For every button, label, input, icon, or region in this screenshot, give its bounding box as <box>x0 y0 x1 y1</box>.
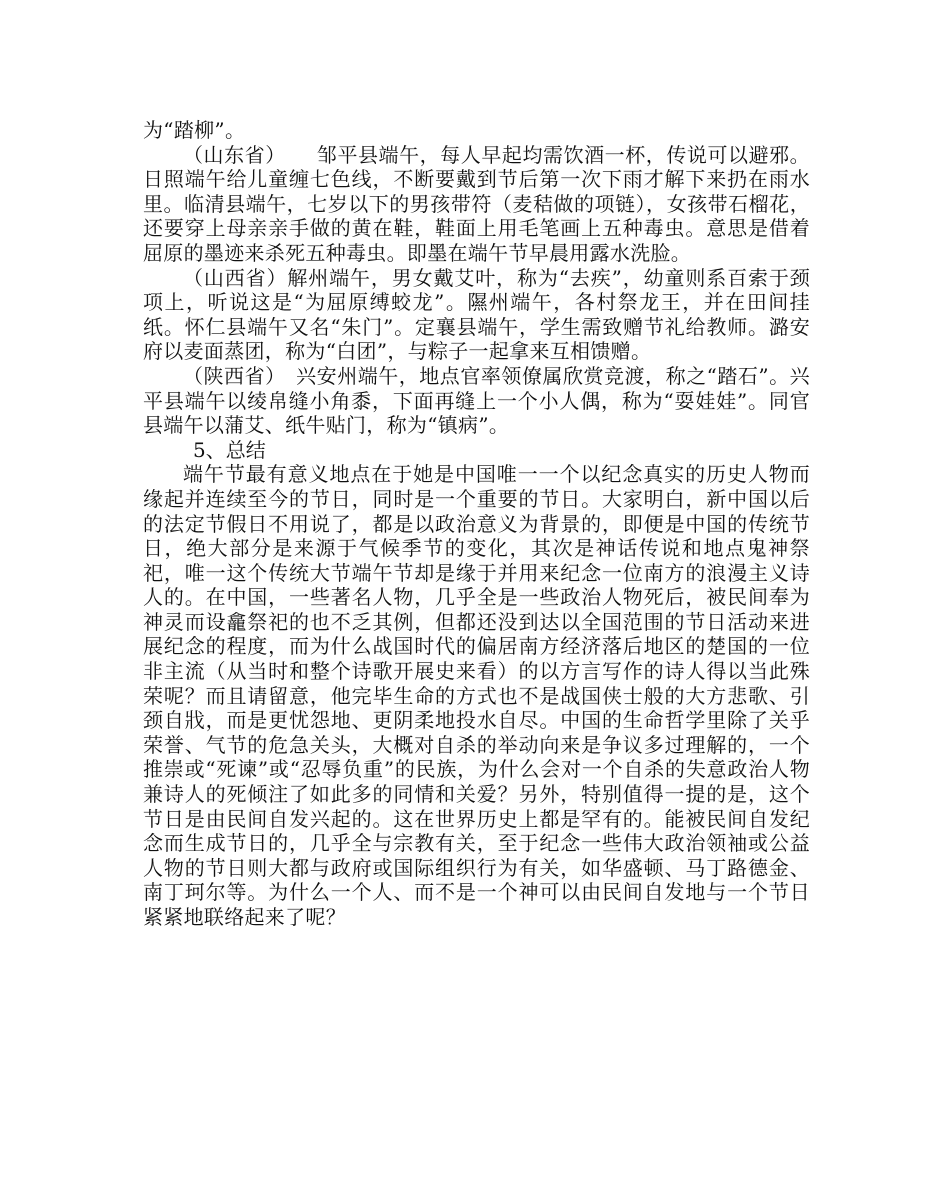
section-heading: 5、总结 <box>193 437 266 462</box>
shaanxi-paragraph: （陕西省） 兴安州端午，地点官率领僚属欣赏竞渡，称之“踏石”。兴平县端午以绫帛缝小角黍，下面再缝上一个小人偶，称为“耍娃娃”。同官县端午以蒲艾、纸牛贴门，称为“镇病”。 <box>143 363 810 438</box>
shanxi-paragraph: （山西省）解州端午，男女戴艾叶，称为“去疾”，幼童则系百索于颈项上，听说这是“为屈原缚蛟龙”。隰州端午，各村祭龙王，并在田间挂纸。怀仁县端午又名“朱门”。定襄县端午，学生需致赠节礼给教师。潞安府以麦面蒸团，称为“白团”，与粽子一起拿来互相馈赠。 <box>143 265 810 364</box>
continuation-line: 为“踏柳”。 <box>143 118 246 142</box>
shandong-paragraph: （山东省） 邹平县端午，每人早起均需饮酒一杯，传说可以避邪。日照端午给儿童缠七色线，不断要戴到节后第一次下雨才解下来扔在雨水里。临清县端午，七岁以下的男孩带符（麦秸做的项链），女孩带石榴花，还要穿上母亲亲手做的黄在鞋，鞋面上用毛笔画上五种毒虫。意思是借着屈原的墨迹来杀死五种毒虫。即墨在端午节早晨用露水洗脸。 <box>143 142 810 265</box>
summary-paragraph: 端午节最有意义地点在于她是中国唯一一个以纪念真实的历史人物而缘起并连续至今的节日，同时是一个重要的节日。大家明白，新中国以后的法定节假日不用说了，都是以政治意义为背景的，即便是中国的传统节日，绝大部分是来源于气候季节的变化，其次是神话传说和地点鬼神祭祀，唯一这个传统大节端午节却是缘于并用来纪念一位南方的浪漫主义诗人的。在中国，一些著名人物，几乎全是一些政治人物死后，被民间奉为神灵而设龕祭祀的也不乏其例，但都还没到达以全国范围的节日活动来进展纪念的程度，而为什么战国时代的偏居南方经济落后地区的楚国的一位非主流（从当时和整个诗歌开展史来看）的以方言写作的诗人得以当此殊荣呢？而且请留意，他完毕生命的方式也不是战国侠士般的大方悲歌、引颈自戕，而是更忧怨地、更阴柔地投水自尽。中国的生命哲学里除了关乎荣誉、气节的危急关头，大概对自杀的举动向来是争议多过理解的，一个推崇或“死谏”或“忍辱负重”的民族，为什么会对一个自杀的失意政治人物兼诗人的死倾注了如此多的同情和关爱？另外，特别值得一提的是，这个节日是由民间自发兴起的。这在世界历史上都是罕有的。能被民间自发纪念而生成节日的，几乎全与宗教有关，至于纪念一些伟大政治领袖或公益人物的节日则大都与政府或国际组织行为有关，如华盛顿、马丁路德金、南丁珂尔等。为什么一个人、而不是一个神可以由民间自发地与一个节日紧紧地联络起来了呢？ <box>143 462 810 929</box>
document-page <box>143 118 810 930</box>
